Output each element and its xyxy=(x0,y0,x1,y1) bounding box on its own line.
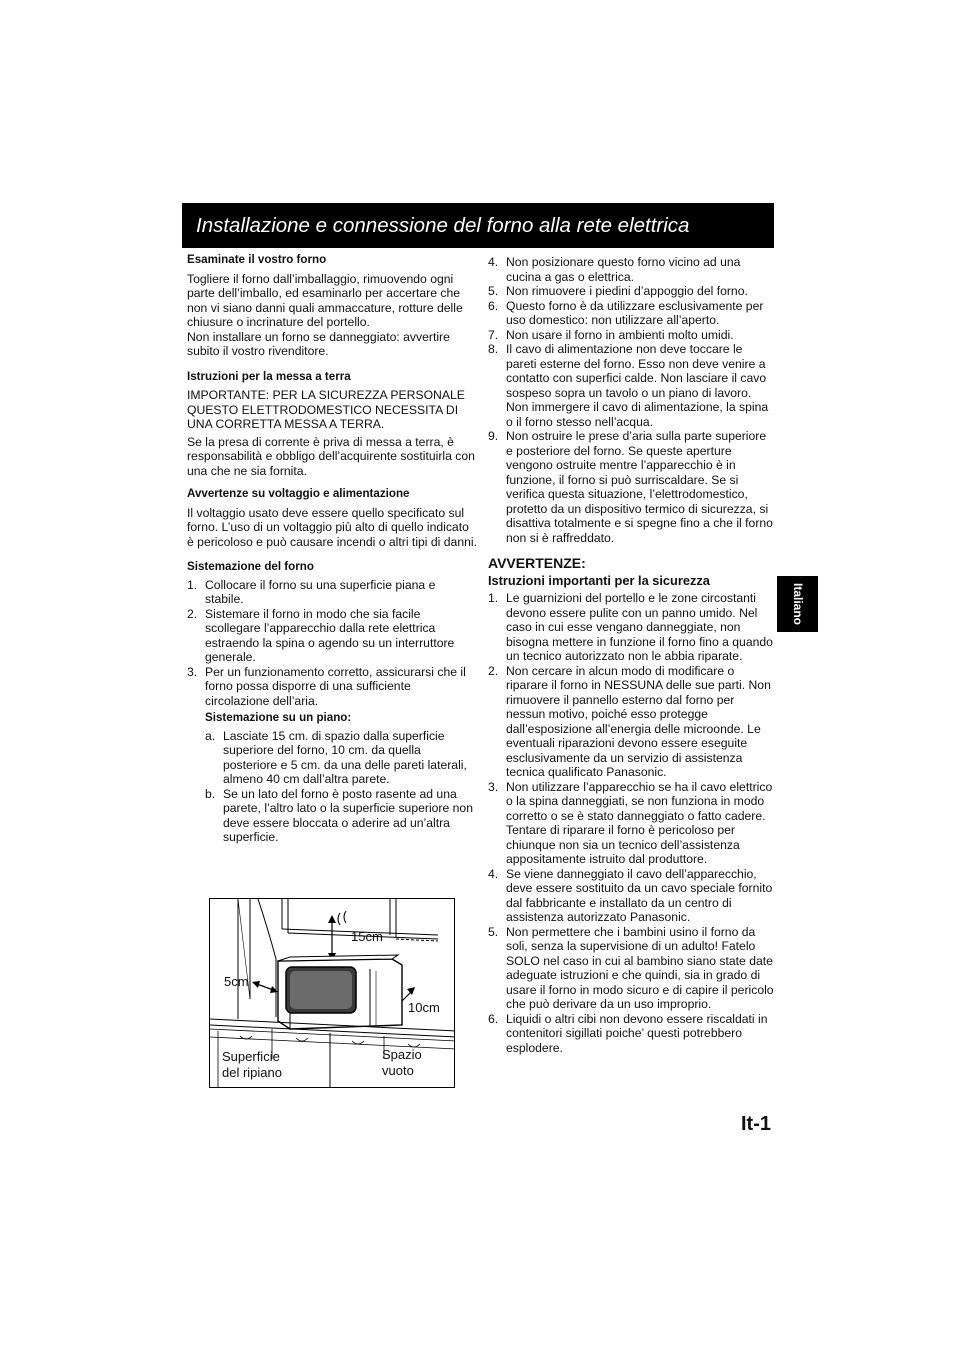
label-empty-space: Spazio vuoto xyxy=(382,1047,422,1078)
list-item: 2. Non cercare in alcun modo di modificare o riparare il forno in NESSUNA delle sue parti. Non rimuovere il pannello esterno dal forno per nessun motivo, poiché esso protegge dall’esposizione all’energia delle microonde. Le eventuali riparazioni devono essere eseguite esclusivamente da un servizio di assistenza tecnica qualificato Panasonic. xyxy=(488,663,771,779)
warnings-list xyxy=(488,591,776,1055)
section-heading-voltage: Avvertenze su voltaggio e alimentazione xyxy=(187,487,410,500)
list-item: 9. Non ostruire le prese d’aria sulla parte superiore e posteriore del forno. Se queste aperture vengono ostruite mentre l’apparecchio è in funzione, il forno si può surriscaldare. Se si verifica questa situazione, l’elettrodomestico, protetto da un dispositivo termico di sicurezza, si disattiva totalmente e si spegne fino a che il forno non si è raffreddato. xyxy=(488,429,773,545)
list-item: 3. Non utilizzare l’apparecchio se ha il cavo elettrico o la spina danneggiati, se non funziona in modo corretto o se è stato danneggiato o fatto cadere. Tentare di riparare il forno è pericoloso per chiunque non sia un tecnico dell’assistenza appositamente istruito dal produttore. xyxy=(488,779,773,866)
subheading-countertop: Sistemazione su un piano: xyxy=(205,711,352,724)
page-title: Installazione e connessione del forno alla rete elettrica xyxy=(182,203,774,248)
right-column xyxy=(488,255,776,1055)
countertop-list xyxy=(205,729,477,845)
oven-clearance-figure xyxy=(209,898,455,1088)
list-item: 1. Collocare il forno su una superficie piana e stabile. xyxy=(187,577,436,606)
section-heading-examine: Esaminate il vostro forno xyxy=(187,253,327,266)
list-item: 7. Non usare il forno in ambienti molto umidi. xyxy=(488,327,734,342)
label-shelf-surface: Superficie del ripiano xyxy=(222,1049,282,1080)
page-number: It-1 xyxy=(741,1113,771,1135)
list-item: 3. Per un funzionamento corretto, assicurarsi che il forno possa disporre di una sufficiente circolazione dell’aria. xyxy=(187,664,466,708)
paragraph: IMPORTANTE: PER LA SICUREZZA PERSONALE QUESTO ELETTRODOMESTICO NECESSITA DI UNA CORRETTA MESSA A TERRA. xyxy=(187,388,465,431)
list-item: a. Lasciate 15 cm. di spazio dalla superficie superiore del forno, 10 cm. da quella posteriore e 5 cm. da una delle pareti laterali, almeno 40 cm dall’altra parete. xyxy=(205,728,467,786)
placement-list-continued xyxy=(488,255,776,545)
list-item: 6. Questo forno è da utilizzare esclusivamente per uso domestico: non utilizzare all’aperto. xyxy=(488,298,764,327)
list-item: 5. Non rimuovere i piedini d’appoggio del forno. xyxy=(488,284,748,298)
list-item: 4. Non posizionare questo forno vicino ad una cucina a gas o elettrica. xyxy=(488,255,741,284)
label-15cm: 15cm xyxy=(351,929,383,944)
paragraph: Se la presa di corrente è priva di messa a terra, è responsabilità e obbligo dell’acquirente sostituirla con una che ne sia fornita. xyxy=(187,434,475,478)
label-10cm: 10cm xyxy=(408,1000,440,1015)
list-item: 2. Sistemare il forno in modo che sia facile scollegare l’apparecchio dalla rete elettrica estraendo la spina o agendo su un interruttore generale. xyxy=(187,606,455,664)
section-heading-placement: Sistemazione del forno xyxy=(187,560,314,573)
warnings-heading: AVVERTENZE: xyxy=(488,555,586,571)
label-5cm: 5cm xyxy=(224,974,249,989)
list-item: b. Se un lato del forno è posto rasente ad una parete, l’altro lato o la superficie superiore non deve essere bloccata o aderire ad un’altra superficie. xyxy=(205,786,473,844)
paragraph: Togliere il forno dall’imballaggio, rimuovendo ogni parte dell’imballo, ed esaminarlo per accertare che non vi siano danni quali ammaccature, rotture delle chiusure o incrinature del portello. xyxy=(187,271,463,329)
paragraph: Non installare un forno se danneggiato: avvertire subito il vostro rivenditore. xyxy=(187,329,450,358)
left-column xyxy=(187,253,477,845)
section-heading-grounding: Istruzioni per la messa a terra xyxy=(187,369,351,383)
list-item: 8. Il cavo di alimentazione non deve toccare le pareti esterne del forno. Esso non deve venire a contatto con superfici calde. Non lasciare il cavo sospeso sopra un tavolo o un piano di lavoro. Non immergere il cavo di alimentazione, la spina o il forno stesso nell’acqua. xyxy=(488,342,769,429)
list-item: 6. Liquidi o altri cibi non devono essere riscaldati in contenitori sigillati poiche’ questi potrebbero esplodere. xyxy=(488,1011,768,1055)
list-item: 1. Le guarnizioni del portello e le zone circostanti devono essere pulite con un panno umido. Nel caso in cui esse vengano danneggiate, non bisogna mettere in funzione il forno fino a quando un tecnico autorizzato non le abbia riparate. xyxy=(488,591,773,663)
list-item: 4. Se viene danneggiato il cavo dell’apparecchio, deve essere sostituito da un cavo speciale fornito dal fabbricante e installato da un centro di assistenza autorizzato Panasonic. xyxy=(488,866,773,924)
paragraph: Il voltaggio usato deve essere quello specificato sul forno. L’uso di un voltaggio più alto di quello indicato è pericoloso e può causare incendi o altri tipi di danni. xyxy=(187,505,477,549)
warnings-subheading: Istruzioni importanti per la sicurezza xyxy=(488,573,710,588)
language-tab: Italiano xyxy=(777,576,818,632)
placement-list xyxy=(187,578,477,709)
list-item: 5. Non permettere che i bambini usino il forno da soli, senza la supervisione di un adulto! Fatelo SOLO nel caso in cui al bambino siano state date adeguate istruzioni e che quindi, sia in grado di usare il forno in modo sicuro e di capire il pericolo che può derivare da un uso improprio. xyxy=(488,924,774,1011)
